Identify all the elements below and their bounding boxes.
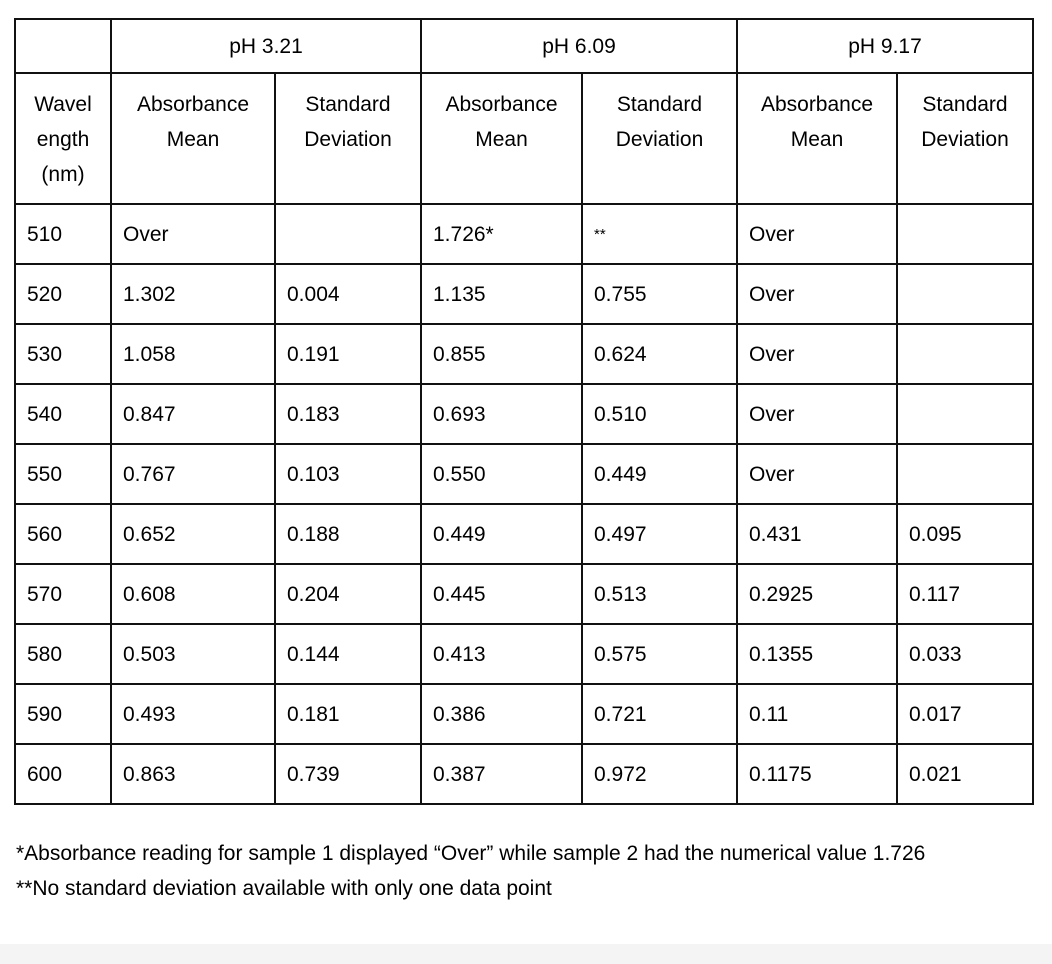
ph917-mean-cell: 0.2925 [737,564,897,624]
ph321-mean-cell: 0.863 [111,744,275,804]
ph609-mean-cell: 1.726* [421,204,582,264]
ph609-sd-cell: 0.497 [582,504,737,564]
corner-cell [15,19,111,73]
ph917-mean-cell: Over [737,324,897,384]
ph917-sd-cell: 0.117 [897,564,1033,624]
table-row [15,204,1033,264]
group-header-row [15,19,1033,73]
sd-header [275,73,421,204]
ph609-sd-cell: ** [582,204,737,264]
sd-header-line: Deviation [615,128,704,151]
sd-header-line: Deviation [304,128,392,151]
wavelength-cell: 520 [15,264,111,324]
ph917-sd-cell: 0.095 [897,504,1033,564]
ph609-mean-cell: 0.855 [421,324,582,384]
sd-header [582,73,737,204]
mean-header [737,73,897,204]
ph609-mean-cell: 0.386 [421,684,582,744]
wavelength-cell: 540 [15,384,111,444]
column-header-row [15,73,1033,204]
table-row [15,504,1033,564]
table-row [15,684,1033,744]
ph321-mean-cell: 0.608 [111,564,275,624]
ph609-mean-cell: 1.135 [421,264,582,324]
wavelength-cell: 560 [15,504,111,564]
mean-header [111,73,275,204]
ph321-mean-cell: 0.847 [111,384,275,444]
ph321-mean-cell: 1.302 [111,264,275,324]
wavelength-header [15,73,111,204]
sd-header-line: Standard [922,93,1008,116]
group-header-ph-3-21: pH 3.21 [111,19,421,73]
wavelength-cell: 570 [15,564,111,624]
ph917-sd-cell [897,324,1033,384]
table-row [15,744,1033,804]
ph917-sd-cell [897,444,1033,504]
ph321-sd-cell: 0.181 [275,684,421,744]
ph609-mean-cell: 0.387 [421,744,582,804]
ph609-sd-cell: 0.721 [582,684,737,744]
table-row [15,264,1033,324]
ph321-mean-cell: 0.493 [111,684,275,744]
ph321-sd-cell: 0.204 [275,564,421,624]
ph917-sd-cell: 0.017 [897,684,1033,744]
ph609-sd-cell: 0.513 [582,564,737,624]
group-header-ph-6-09: pH 6.09 [421,19,737,73]
ph917-mean-cell: Over [737,444,897,504]
footnotes [16,836,1026,906]
wavelength-cell: 550 [15,444,111,504]
ph917-mean-cell: Over [737,204,897,264]
sd-header-line: Deviation [921,128,1009,151]
sd-header-line: Standard [305,93,391,116]
ph321-mean-cell: 1.058 [111,324,275,384]
ph321-sd-cell: 0.183 [275,384,421,444]
table-row [15,324,1033,384]
ph321-sd-cell [275,204,421,264]
ph917-sd-cell: 0.033 [897,624,1033,684]
ph321-sd-cell: 0.144 [275,624,421,684]
ph321-mean-cell: 0.767 [111,444,275,504]
ph321-sd-cell: 0.188 [275,504,421,564]
ph609-mean-cell: 0.413 [421,624,582,684]
ph917-sd-cell: 0.021 [897,744,1033,804]
table-row [15,564,1033,624]
mean-header-line: Absorbance [445,93,558,116]
ph609-sd-cell: 0.624 [582,324,737,384]
wavelength-cell: 510 [15,204,111,264]
absorbance-table [14,18,1034,805]
ph609-mean-cell: 0.550 [421,444,582,504]
ph609-mean-cell: 0.445 [421,564,582,624]
table-row [15,624,1033,684]
mean-header-line: Absorbance [136,93,250,116]
ph917-mean-cell: 0.1175 [737,744,897,804]
bottom-shade [0,944,1052,964]
ph609-mean-cell: 0.449 [421,504,582,564]
ph917-sd-cell [897,204,1033,264]
ph917-mean-cell: 0.431 [737,504,897,564]
ph609-sd-cell: 0.510 [582,384,737,444]
ph917-mean-cell: Over [737,384,897,444]
ph917-mean-cell: Over [737,264,897,324]
mean-header-line: Mean [166,128,220,151]
mean-header-line: Mean [790,128,844,151]
wavelength-cell: 600 [15,744,111,804]
sd-header [897,73,1033,204]
ph321-mean-cell: 0.652 [111,504,275,564]
ph321-mean-cell: Over [111,204,275,264]
ph321-sd-cell: 0.004 [275,264,421,324]
ph609-sd-cell: 0.755 [582,264,737,324]
footnote-double-asterisk: **No standard deviation available with only one data point [16,877,552,900]
group-header-ph-9-17: pH 9.17 [737,19,1033,73]
wavelength-cell: 590 [15,684,111,744]
ph917-sd-cell [897,264,1033,324]
mean-header [421,73,582,204]
table-row [15,444,1033,504]
ph321-mean-cell: 0.503 [111,624,275,684]
table-row [15,384,1033,444]
wavelength-cell: 580 [15,624,111,684]
wavelength-cell: 530 [15,324,111,384]
mean-header-line: Mean [475,128,528,151]
footnote-single-asterisk: *Absorbance reading for sample 1 displayed “Over” while sample 2 had the numerical value 1.726 [16,842,926,865]
mean-header-line: Absorbance [760,93,874,116]
sd-header-line: Standard [616,93,703,116]
wavelength-header-line: ength [36,128,90,151]
wavelength-header-line: (nm) [41,163,85,186]
ph917-mean-cell: 0.11 [737,684,897,744]
ph917-sd-cell [897,384,1033,444]
ph609-sd-cell: 0.972 [582,744,737,804]
ph321-sd-cell: 0.103 [275,444,421,504]
ph917-mean-cell: 0.1355 [737,624,897,684]
wavelength-header-line: Wavel [34,93,92,116]
ph609-sd-cell: 0.575 [582,624,737,684]
ph321-sd-cell: 0.739 [275,744,421,804]
ph609-sd-cell: 0.449 [582,444,737,504]
ph321-sd-cell: 0.191 [275,324,421,384]
ph609-mean-cell: 0.693 [421,384,582,444]
